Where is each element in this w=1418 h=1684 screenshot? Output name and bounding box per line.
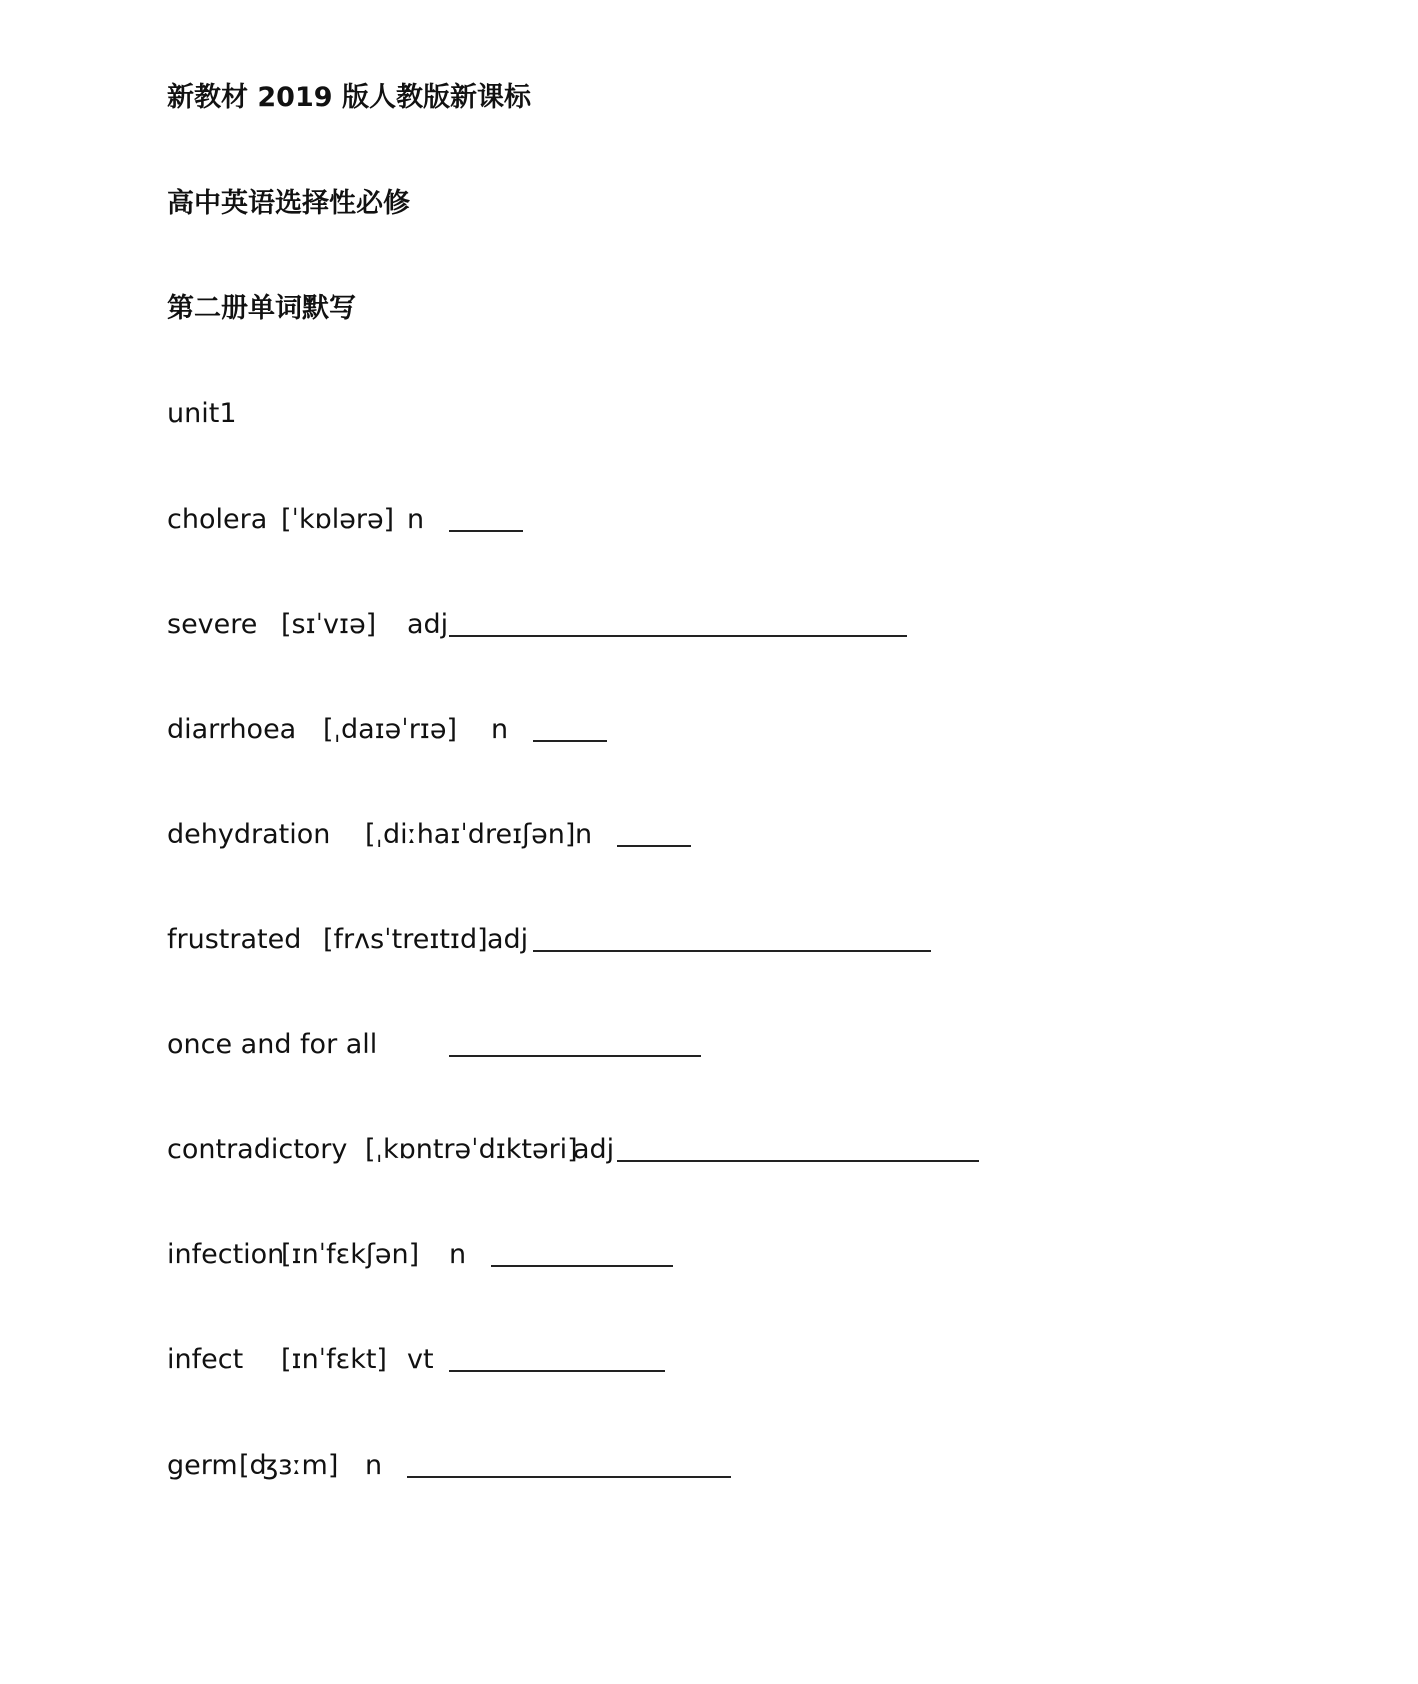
vocab-phonetic: [frʌsˈtreɪtɪd] [323,924,488,955]
vocab-word: once and for all [167,1029,378,1060]
answer-blank[interactable] [533,740,607,742]
vocab-word: diarrhoea [167,714,297,745]
vocab-pos: adj [407,609,449,640]
vocab-pos: n [449,1239,467,1270]
vocab-phonetic: [ʤɜːm] [239,1450,339,1481]
vocab-phonetic: [ˌdiːhaɪˈdreɪʃən] [365,819,576,850]
answer-blank[interactable] [491,1265,673,1267]
vocab-word: germ [167,1450,238,1481]
answer-blank[interactable] [407,1476,731,1478]
vocab-phonetic: [ˈkɒlərə] [281,504,395,535]
answer-blank[interactable] [533,950,931,952]
vocab-phonetic: [ˌdaɪəˈrɪə] [323,714,457,745]
vocab-word: infect [167,1344,244,1375]
vocab-word: severe [167,609,258,640]
vocab-pos: n [365,1450,383,1481]
vocab-pos: adj [573,1134,615,1165]
doc-title: 新教材 2019 版人教版新课标 [167,82,531,113]
unit-label: unit1 [167,398,237,429]
vocab-word: cholera [167,504,268,535]
vocab-pos: vt [407,1344,434,1375]
vocab-word: dehydration [167,819,331,850]
doc-section-title: 第二册单词默写 [167,293,356,324]
vocab-pos: adj [487,924,529,955]
vocab-phonetic: [sɪˈvɪə] [281,609,377,640]
vocab-phonetic: [ɪnˈfɛkʃən] [281,1239,420,1270]
vocab-phonetic: [ɪnˈfɛkt] [281,1344,387,1375]
answer-blank[interactable] [449,1370,665,1372]
vocab-pos: n [575,819,593,850]
doc-subtitle: 高中英语选择性必修 [167,188,410,219]
vocab-pos: n [407,504,425,535]
answer-blank[interactable] [617,1160,979,1162]
vocab-word: frustrated [167,924,302,955]
answer-blank[interactable] [449,1055,701,1057]
answer-blank[interactable] [449,635,907,637]
vocab-word: contradictory [167,1134,348,1165]
vocab-phonetic: [ˌkɒntrəˈdɪktəri] [365,1134,578,1165]
vocab-word: infection [167,1239,285,1270]
vocab-pos: n [491,714,509,745]
answer-blank[interactable] [449,530,523,532]
answer-blank[interactable] [617,845,691,847]
